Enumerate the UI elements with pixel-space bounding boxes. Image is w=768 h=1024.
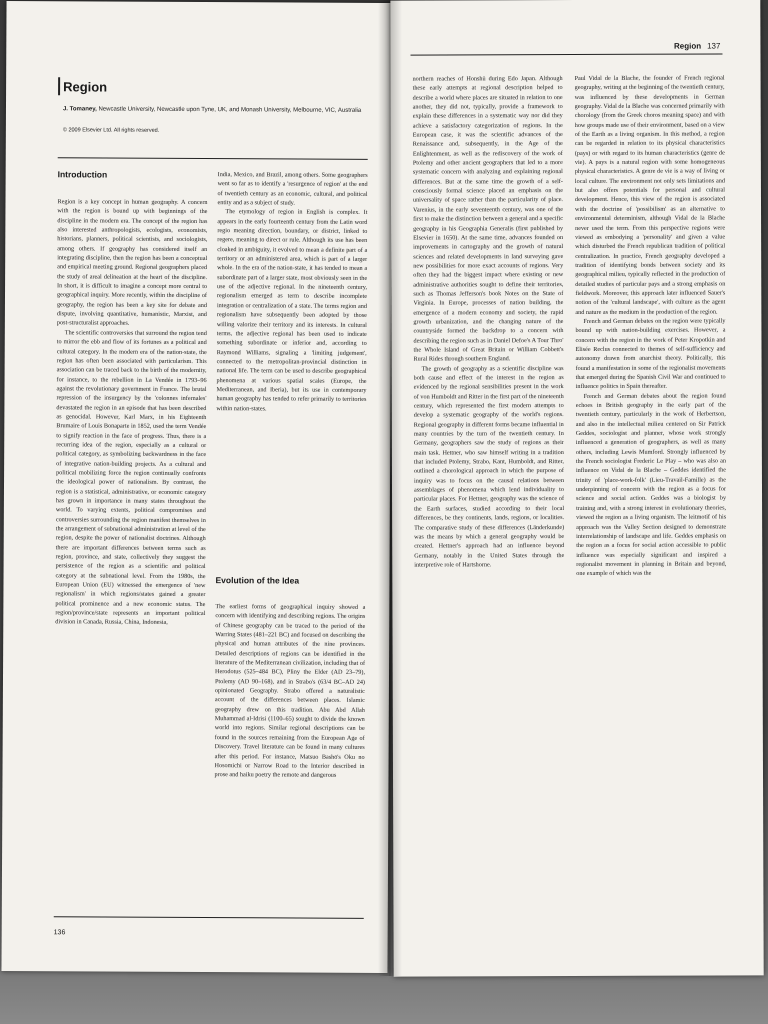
paragraph: northern reaches of Honshū during Edo Japan. Although these early attempts at regional description helped to describe a world where places are situated in relation to one another, they did not, typically, provide a framework to explain these differences in a systematic way nor did they achieve a satisfactory categorization of regions. In the European case, it was the scientific advances of the Renaissance and, subsequently, in the Age of the Enlightenment, as well as the rediscovery of the work of Ptolemy and other ancient geographers that led to a more systematic concern with analyzing and explaining regional differences. But at the same time the growth of a self-consciously formal science placed an emphasis on the universality of space rather than the particularity of place. Varenius, in the early seventeenth century, was one of the first to make the distinction between a general and a specific geography in his Geographia Generalis (first published by Elsevier in 1650). At the same time, advances founded on improvements in cartography and the growth of natural sciences and related developments in land surveying gave new possibilities for more exact accounts of regions. Very often they had the biggest impact where existing or new administrative authorities sought to define their territories, such as Thomas Jefferson's book Notes on the State of Virginia. In Europe, processes of nation building, the emergence of a modern economy and society, the rapid growth urbanization, and the changing nature of the countryside formed the backdrop to a concern with describing the region such as in Daniel Defoe's A Tour Thro' the Whole Island of Great Britain or William Cobbett's Rural Rides through southern England. <box>412 75 564 363</box>
title-accent-bar <box>58 77 60 95</box>
book-gutter <box>378 0 402 976</box>
column-3 <box>413 74 566 911</box>
column-2-bottom <box>214 602 366 909</box>
author-affiliation: Newcastle University, Newcastle upon Tyne, UK, and Monash University, Melbourne, VIC, Australia <box>98 106 362 114</box>
page-number-right: 137 <box>707 41 721 51</box>
paragraph: The scientific controversies that surround the region tend to mirror the ebb and flow of its fortunes as a political and cultural category. In the modern era of the nation-state, the region has often been associated with particularism. This association can be traced back to the birth of the modernity, for instance, to the rebellion in La Vendée in 1793–96 against the revolutionary government in France. The brutal repression of the insurgency by the 'colonnes infernales' devastated the region in an episode that has been described as genocidal. However, Karl Marx, in his Eighteenth Brumaire of Louis Bonaparte in 1852, used the term Vendée to signify reaction in the face of progress. Thus, there is a recurring idea of the region, especially as a cultural or political category, as symbolizing backwardness in the face of integrative nation-building projects. As a cultural and political mobilizing force the region continually confronts the ideological power of nationalism. By contrast, the region is a statistical, administrative, or economic category has grown in importance in many states throughout the world. To varying extents, political compromises and controversies surrounding the region manifest themselves in the arrangement of subnational administration at level of the region, despite the power of nationalist doctrines. Although there are important differences between terms such as region, province, and state, collectively they suggest the persistence of the region as a scientific and political category at the subnational level. From the 1980s, the European Union (EU) witnessed the emergence of 'new regionalism' in which regions/states gained a greater political prominence and a new economic status. The region/province/state represents an important political division in Canada, Russia, China, Indonesia, <box>55 329 207 627</box>
right-page <box>390 0 763 977</box>
paragraph: French and German debates on the region were typically bound up with nation-building exercises. However, a concern with the region in the work of Peter Kropotkin and Elisée Reclus connected to themes of self-sufficiency and autonomy drawn from anarchist theory. Politically, this found a manifestation in some of the regionalist movements that emerged during the Spanish Civil War and continued to influence politics in Spain thereafter. <box>575 317 726 391</box>
column-1 <box>54 197 208 910</box>
header-rule <box>410 53 722 55</box>
author-name: J. Tomaney, <box>62 106 97 113</box>
article-title: Region <box>63 79 108 95</box>
page-number-left: 136 <box>53 929 66 937</box>
paragraph: French and German debates about the region found echoes in British geography in the early part of the twentieth century, particularly in the work of Herbertson, and also in the intellectual milieu centered on Sir Patrick Geddes, sociologist and planner, whose work strongly influenced a generation of geographers, as well as many others, including Lewis Mumford. Strongly influenced by the French sociologist Frederic Le Play – who was also an influence on Vidal de la Blache – Geddes identified the trinity of 'place-work-folk' (Lieu-Travail-Famille) as the underpinning of concern with the region as a focus for science and social action. Geddes was a biologist by training and, with a strong interest in evolutionary theories, viewed the region as a living organism. The leitmotif of his approach was the Valley Section designed to demonstrate interrelationship of landscape and life. Geddes emphasis on the region as a focus for social action accessible to public influence was especially significant and inspired a regionalist movement in planning in Britain and beyond, one example of which was the <box>575 392 727 578</box>
left-page <box>1 1 392 973</box>
paragraph: Region is a key concept in human geography. A concern with the region is bound up with beginnings of the discipline in the modern era. The concept of the region has also interested anthropologists, ecologists, economists, historians, planners, political scientists, and sociologists, among others. If geography has considered itself an integrating discipline, then the region has been a conceptual and empirical meeting ground. Regional geographers placed the study of areal delineation at the heart of the discipline. In short, it is difficult to imagine a concept more central to geographical inquiry. More recently, within the discipline of geography, the region has been a key site for debate and dispute, involving quantitative, humanistic, Marxist, and post-structuralist approaches. <box>56 198 208 328</box>
copyright-line: © 2009 Elsevier Ltd. All rights reserved. <box>62 127 160 134</box>
section-rule <box>58 157 368 160</box>
paragraph: Paul Vidal de la Blache, the founder of French regional geography, writing at the beginning of the twentieth century, was influenced by these developments in German geography. Vidal de la Blache was concerned primarily with chorology (from the Greek choros meaning space) and with how groups made use of their environment, based on a view of the Earth as a living organism. In this method, a region can be regarded in relation to its physical characteristics (pays) or with regard to its human characteristics (genre de vie). A pays is a natural region with some homogeneous physical characteristics. A genre de vie is a way of living or local culture. The environment not only sets limitations and but also offers potentials for personal and cultural development. Hence, this view of the region is associated with the doctrine of 'possibilism' as an alternative to environmental determinism, although Vidal de la Blache never used the term. From this perspective regions were viewed as embodying a 'personality' and given a value which disturbed the French republican tradition of political centralization. In practice, French geography developed a tradition of identifying bonds between society and its geographical milieu, typically reflected in the production of detailed studies of particular pays and a strong emphasis on fieldwork. Moreover, this approach later influenced Sauer's notion of the 'cultural landscape', with culture as the agent and nature as the medium in the production of the region. <box>574 74 726 316</box>
footer-rule <box>54 916 364 919</box>
column-2-top <box>216 170 368 551</box>
paragraph: India, Mexico, and Brazil, among others. Some geographers went so far as to identify a 'resurgence of region' at the end of twentieth century as an economic, cultural, and political entity and as a subject of study. <box>217 171 368 207</box>
paragraph: The earliest forms of geographical inquiry showed a concern with identifying and describing regions. The origins of Chinese geography can be traced to the period of the Warring States (481–221 BC) and focused on describing the physical and human attributes of the nine provinces. Detailed descriptions of regions can be identified in the literature of the Mediterranean civilization, including that of Herodotus (525–484 BC), Pliny the Elder (AD 23–79), Ptolemy (AD 90–168), and in Strabo's (63/4 BC–AD 24) opinionated Geography. Strabo offered a naturalistic account of the differences between places. Islamic geography drew on this tradition. Abu Abd Allah Muhammad al-Idrisi (1100–65) sought to divide the known world into regions. Similar regional descriptions can be found in the sources remaining from the European Age of Discovery. Travel literature can be found in many cultures after this period. For instance, Matsuo Bashō's Oku no Hosomichi or Narrow Road to the Interior described in prose and haiku poetry the remote and dangerous <box>214 603 366 779</box>
paragraph: The etymology of region in English is complex. It appears in the early fourteenth century from the Latin word regio meaning direction, boundary, or district, linked to regere, meaning to direct or rule. Although its use has been cloaked in ambiguity, it evolved to mean a definite part of a territory or an administered area, which is part of a larger whole. In the era of the nation-state, it has tended to mean a subordinate part of a larger state, most obviously seen in the use of the adjective regional. In the nineteenth century, regionalism emerged as term to describe incomplete integration or centralization of a state. The terms region and regionalism have subsequently been adopted by those willing valorize their territory and its interests. In cultural terms, the adjective regional has been used to indicate something subordinate or inferior and, according to Raymond Williams, signaling a 'limiting judgement', connected to the metropolitan-provincial distinction in national life. The term can be used to describe geographical phenomena at various spatial scales (Europe, the Mediterranean, and Iberia), but its use in contemporary human geography has tended to refer primarily to territories within nation-states. <box>216 208 368 412</box>
heading-evolution: Evolution of the Idea <box>215 575 300 586</box>
running-title: Region <box>673 41 702 51</box>
author-line <box>63 105 373 115</box>
column-4 <box>575 73 728 910</box>
heading-introduction: Introduction <box>57 169 108 180</box>
running-header <box>674 41 720 50</box>
paragraph: The growth of geography as a scientific discipline was both cause and effect of the interest in the region as evidenced by the regional sensibilities present in the work of von Humboldt and Ritter in the first part of the nineteenth century, which represented the first modern attempts to develop a systematic geography of the world's regions. Regional geography in different forms became influential in many countries by the turn of the twentieth century. In Germany, geographers saw the study of regions as their main task. Hettner, who saw himself writing in a tradition that included Ptolemy, Strabo, Kant, Humboldt, and Ritter, outlined a chorological approach in which the purpose of inquiry was to focus on the causal relations between assemblages of phenomena which lend individuality to particular places. For Hettner, geography was the science of the Earth surfaces, studied according to their local differences, be they continents, lands, regions, or localities. The comparative study of these differences (Länderkunde) was the means by which a general geography would be created. Hettner's approach had an influence beyond Germany, notably in the United States through the interpretive role of Hartshorne. <box>413 364 565 569</box>
